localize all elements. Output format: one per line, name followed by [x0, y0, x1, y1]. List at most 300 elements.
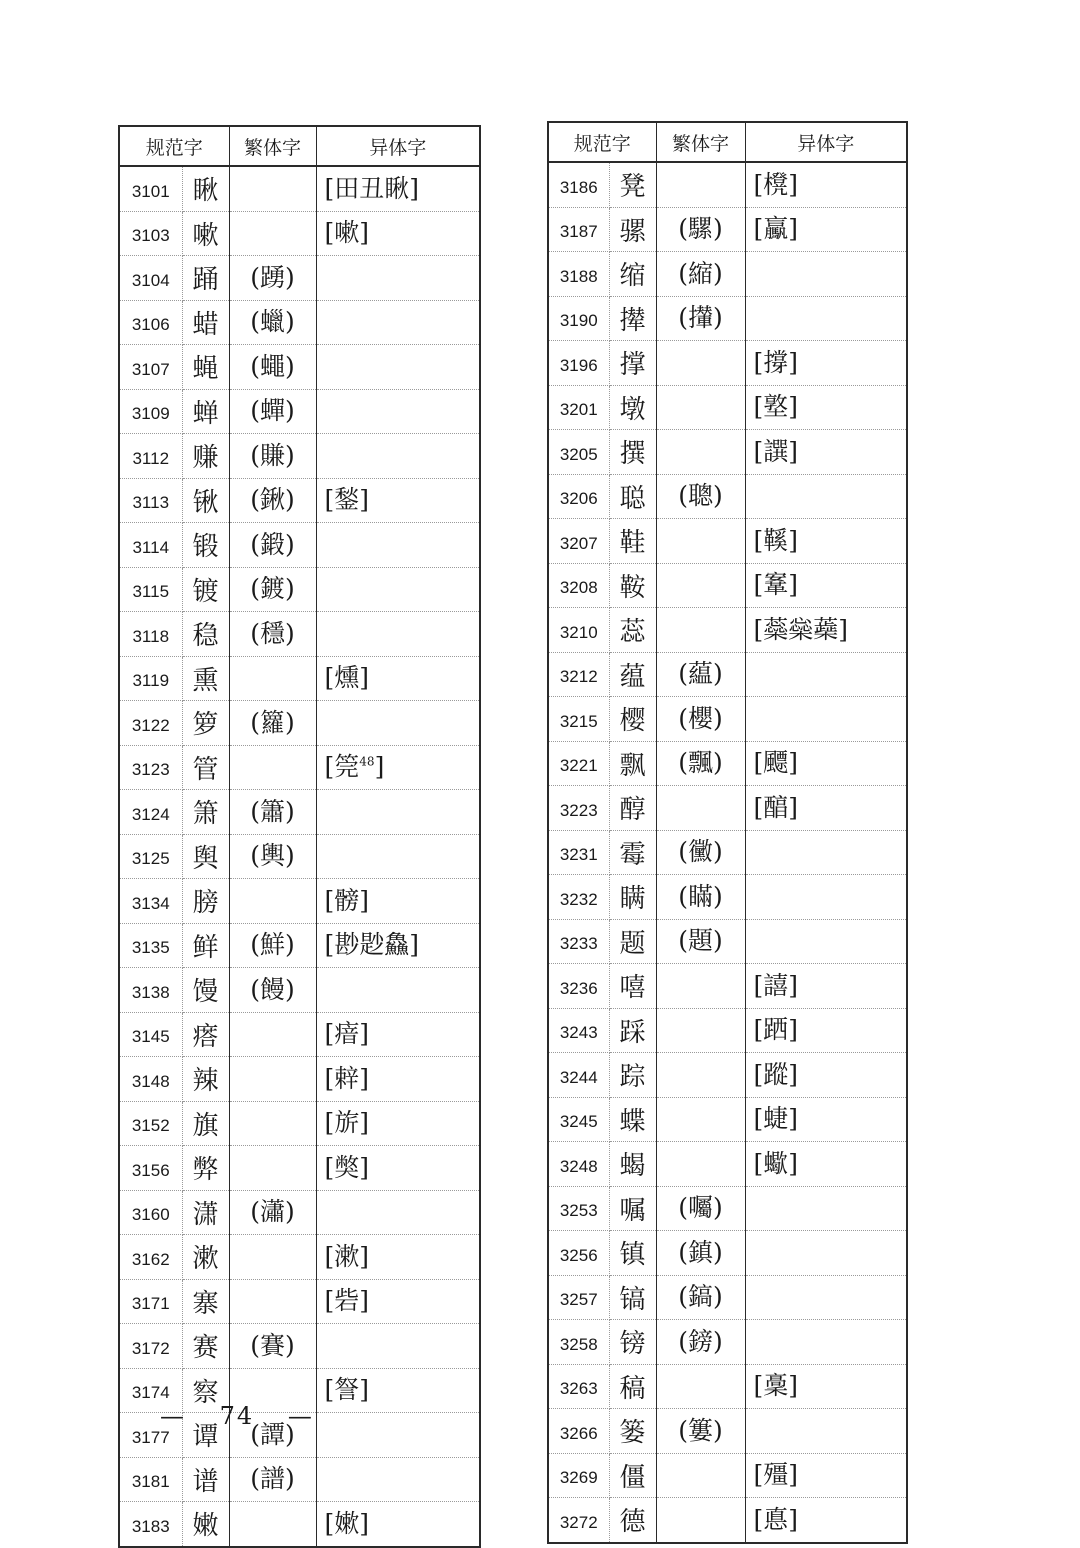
traditional-character: (櫻): [656, 697, 745, 742]
entry-number: 3138: [119, 968, 182, 1013]
table-row: [119, 256, 480, 301]
variant-characters: [745, 1231, 907, 1276]
table-row: [119, 300, 480, 345]
standard-character: 馒: [182, 968, 229, 1013]
standard-character: 缩: [609, 252, 656, 297]
traditional-character: (黴): [656, 830, 745, 875]
entry-number: 3215: [548, 697, 609, 742]
standard-character: 鞍: [609, 563, 656, 608]
standard-character: 凳: [609, 162, 656, 207]
traditional-character: [229, 211, 316, 256]
character-table-right: [547, 121, 908, 1544]
traditional-character: (瞞): [656, 875, 745, 920]
standard-character: 飘: [609, 741, 656, 786]
variant-characters: [745, 652, 907, 697]
variant-characters: [蜨]: [745, 1097, 907, 1142]
standard-character: 舆: [182, 834, 229, 879]
variant-characters: [漱]: [316, 1235, 480, 1280]
table-row: [548, 1275, 907, 1320]
table-row: [119, 1279, 480, 1324]
table-row: [119, 612, 480, 657]
table-row: [119, 389, 480, 434]
table-row: [119, 745, 480, 790]
table-row: [548, 519, 907, 564]
standard-character: 蝶: [609, 1097, 656, 1142]
traditional-character: [656, 341, 745, 386]
variant-characters: [745, 875, 907, 920]
traditional-character: [656, 1453, 745, 1498]
table-row: [119, 834, 480, 879]
traditional-character: (題): [656, 919, 745, 964]
table-row: [548, 652, 907, 697]
variant-characters: [蘂橤蘃]: [745, 608, 907, 653]
table-row: [119, 166, 480, 211]
standard-character: 管: [182, 745, 229, 790]
traditional-character: (賽): [229, 1324, 316, 1369]
entry-number: 3115: [119, 567, 182, 612]
entry-number: 3243: [548, 1008, 609, 1053]
variant-characters: [譆]: [745, 964, 907, 1009]
entry-number: 3236: [548, 964, 609, 1009]
variant-characters: [悳]: [753, 1504, 799, 1534]
traditional-character: (飄): [656, 741, 745, 786]
table-row: [119, 701, 480, 746]
variant-characters: [瘖]: [316, 1012, 480, 1057]
traditional-character: [656, 563, 745, 608]
standard-character: 鞋: [609, 519, 656, 564]
standard-character: 熏: [182, 656, 229, 701]
entry-number: 3123: [119, 745, 182, 790]
table-row: [548, 1498, 907, 1543]
traditional-character: (鍍): [229, 567, 316, 612]
variant-characters: [嫰]: [324, 1508, 370, 1538]
variant-characters: [跴]: [745, 1008, 907, 1053]
table-row: [119, 968, 480, 1013]
entry-number: 3196: [548, 341, 609, 386]
entry-number: 3162: [119, 1235, 182, 1280]
standard-character: 嘱: [609, 1186, 656, 1231]
table-row: [119, 879, 480, 924]
traditional-character: (饅): [229, 968, 316, 1013]
entry-number: 3232: [548, 875, 609, 920]
table-row: [119, 211, 480, 256]
traditional-character: (鍛): [229, 523, 316, 568]
entry-number: 3119: [119, 656, 182, 701]
traditional-character: [656, 430, 745, 475]
table-row: [548, 1008, 907, 1053]
table-row: [119, 1502, 480, 1547]
table-row: [548, 964, 907, 1009]
standard-character: 镀: [182, 567, 229, 612]
variant-characters: [745, 1409, 907, 1454]
variant-characters: [316, 1457, 480, 1502]
standard-character: 题: [609, 919, 656, 964]
table-row: [548, 1453, 907, 1498]
variant-characters: [詧]: [316, 1368, 480, 1413]
variant-characters: [745, 252, 907, 297]
standard-character: 箫: [182, 790, 229, 835]
variant-characters: [745, 697, 907, 742]
variant-characters: [譔]: [745, 430, 907, 475]
variant-characters: [蠍]: [745, 1142, 907, 1187]
entry-number: 3125: [119, 834, 182, 879]
standard-character: 蕊: [609, 608, 656, 653]
entry-number: 3223: [548, 786, 609, 831]
table-row: [119, 656, 480, 701]
standard-character: 嗽: [182, 211, 229, 256]
traditional-character: (囑): [656, 1186, 745, 1231]
standard-character: 嫩: [182, 1502, 229, 1547]
standard-character: 弊: [182, 1146, 229, 1191]
traditional-character: (籮): [229, 701, 316, 746]
traditional-character: [656, 964, 745, 1009]
standard-character: 镑: [609, 1320, 656, 1365]
entry-number: 3181: [119, 1457, 182, 1502]
traditional-character: (蠟): [229, 300, 316, 345]
traditional-character: (鎮): [656, 1231, 745, 1276]
entry-number: 3245: [548, 1097, 609, 1142]
table-body-right: [548, 162, 907, 1543]
standard-character: 骡: [609, 207, 656, 252]
variant-characters: [745, 1320, 907, 1365]
table-row: [119, 1324, 480, 1369]
entry-number: 3244: [548, 1053, 609, 1098]
page-number: 74: [219, 1402, 255, 1430]
standard-character: 镐: [609, 1275, 656, 1320]
standard-character: 旗: [182, 1101, 229, 1146]
entry-number: 3106: [119, 300, 182, 345]
table-row: [548, 1320, 907, 1365]
entry-number: 3177: [119, 1413, 182, 1458]
standard-character: 赛: [182, 1324, 229, 1369]
table-row: [548, 741, 907, 786]
table-row: [548, 207, 907, 252]
variant-characters: [驘]: [745, 207, 907, 252]
variant-characters: [316, 612, 480, 657]
traditional-character: (輿): [229, 834, 316, 879]
variant-characters: [嗽]: [316, 211, 480, 256]
table-row: [548, 252, 907, 297]
table-row: [548, 875, 907, 920]
standard-character: 蕴: [609, 652, 656, 697]
standard-character: 德: [609, 1498, 656, 1543]
table-row: [119, 1146, 480, 1191]
traditional-character: [229, 1279, 316, 1324]
footer-dash-right: —: [287, 1402, 314, 1430]
variant-characters: [316, 1190, 480, 1235]
variant-characters: [745, 1186, 907, 1231]
variant-characters: [殭]: [745, 1453, 907, 1498]
variant-characters: [316, 434, 480, 479]
entry-number: 3152: [119, 1101, 182, 1146]
standard-character: 蝇: [182, 345, 229, 390]
variant-characters: [稾]: [745, 1364, 907, 1409]
entry-number: 3253: [548, 1186, 609, 1231]
traditional-character: (攆): [656, 296, 745, 341]
standard-character: 醇: [609, 786, 656, 831]
entry-number: 3160: [119, 1190, 182, 1235]
standard-character: 撑: [609, 341, 656, 386]
traditional-character: (縮): [656, 252, 745, 297]
table-row: [548, 162, 907, 207]
table-row: [548, 786, 907, 831]
table-row: [548, 563, 907, 608]
entry-number: 3148: [119, 1057, 182, 1102]
entry-number: 3210: [548, 608, 609, 653]
traditional-character: [229, 1502, 316, 1547]
traditional-character: [656, 162, 745, 207]
table-row: [548, 385, 907, 430]
variant-characters: [316, 300, 480, 345]
header-traditional: 繁体字: [229, 126, 316, 166]
traditional-character: [656, 1008, 745, 1053]
footnote-marker: 48: [359, 754, 375, 769]
standard-character: 嘻: [609, 964, 656, 1009]
table-row: [119, 1457, 480, 1502]
entry-number: 3258: [548, 1320, 609, 1365]
traditional-character: (騾): [656, 207, 745, 252]
traditional-character: [656, 519, 745, 564]
standard-character: 霉: [609, 830, 656, 875]
table-body-left: [119, 166, 480, 1547]
entry-number: 3221: [548, 741, 609, 786]
standard-character: 樱: [609, 697, 656, 742]
table-row: [119, 1101, 480, 1146]
entry-number: 3112: [119, 434, 182, 479]
traditional-character: [656, 1498, 745, 1543]
table-row: [119, 434, 480, 479]
standard-character: 瞅: [182, 166, 229, 211]
standard-character: 聪: [609, 474, 656, 519]
traditional-character: [229, 656, 316, 701]
standard-character: 锻: [182, 523, 229, 568]
header-traditional: 繁体字: [656, 122, 745, 162]
standard-character: 踩: [609, 1008, 656, 1053]
entry-number: 3107: [119, 345, 182, 390]
variant-characters: [撐]: [745, 341, 907, 386]
standard-character: 谭: [182, 1413, 229, 1458]
variant-characters: [醕]: [745, 786, 907, 831]
entry-number: 3172: [119, 1324, 182, 1369]
entry-number: 3233: [548, 919, 609, 964]
variant-characters: [飃]: [745, 741, 907, 786]
entry-number: 3212: [548, 652, 609, 697]
variant-characters: [蹤]: [745, 1053, 907, 1098]
table-row: [548, 1142, 907, 1187]
standard-character: 寨: [182, 1279, 229, 1324]
standard-character: 稿: [609, 1364, 656, 1409]
traditional-character: [229, 1235, 316, 1280]
table-row: [548, 1053, 907, 1098]
traditional-character: (蠅): [229, 345, 316, 390]
table-row: [548, 1186, 907, 1231]
variant-characters: [745, 1275, 907, 1320]
entry-number: 3231: [548, 830, 609, 875]
traditional-character: (瀟): [229, 1190, 316, 1235]
traditional-character: [656, 786, 745, 831]
variant-characters: [獘]: [316, 1146, 480, 1191]
entry-number: 3104: [119, 256, 182, 301]
variant-characters: [316, 523, 480, 568]
table-row: [119, 345, 480, 390]
variant-characters: [鍫]: [316, 478, 480, 523]
table-row: [548, 1409, 907, 1454]
entry-number: 3113: [119, 478, 182, 523]
entry-number: 3183: [119, 1502, 182, 1547]
standard-character: 僵: [609, 1453, 656, 1498]
table-row: [548, 697, 907, 742]
standard-character: 瞒: [609, 875, 656, 920]
table-row: [548, 1231, 907, 1276]
entry-number: 3124: [119, 790, 182, 835]
entry-number: 3114: [119, 523, 182, 568]
standard-character: 赚: [182, 434, 229, 479]
standard-character: 蝉: [182, 389, 229, 434]
standard-character: 箩: [182, 701, 229, 746]
table-row: [548, 474, 907, 519]
entry-number: 3145: [119, 1012, 182, 1057]
traditional-character: (鎊): [656, 1320, 745, 1365]
standard-character: 撰: [609, 430, 656, 475]
entry-number: 3263: [548, 1364, 609, 1409]
variant-characters: [316, 834, 480, 879]
traditional-character: (鮮): [229, 923, 316, 968]
table-row: [548, 341, 907, 386]
traditional-character: (譜): [229, 1457, 316, 1502]
table-row: [119, 1190, 480, 1235]
table-row: [548, 830, 907, 875]
traditional-character: [229, 1101, 316, 1146]
traditional-character: [229, 745, 316, 790]
standard-character: 膀: [182, 879, 229, 924]
entry-number: 3171: [119, 1279, 182, 1324]
character-table-left: [118, 125, 481, 1548]
table-row: [548, 296, 907, 341]
standard-character: 稳: [182, 612, 229, 657]
traditional-character: [229, 1057, 316, 1102]
traditional-character: (蟬): [229, 389, 316, 434]
footer-dash-left: —: [160, 1402, 186, 1430]
variant-characters: [316, 567, 480, 612]
table-row: [548, 430, 907, 475]
traditional-character: [656, 1364, 745, 1409]
table-row: [119, 1057, 480, 1102]
traditional-character: (穩): [229, 612, 316, 657]
header-standard: 规范字: [548, 122, 656, 162]
entry-number: 3118: [119, 612, 182, 657]
variant-characters: [砦]: [316, 1279, 480, 1324]
standard-character: 墩: [609, 385, 656, 430]
traditional-character: (簫): [229, 790, 316, 835]
entry-number: 3103: [119, 211, 182, 256]
variant-characters: [745, 296, 907, 341]
header-variant: 异体字: [745, 122, 907, 162]
traditional-character: [656, 1097, 745, 1142]
entry-number: 3109: [119, 389, 182, 434]
variant-characters: [田丑瞅]: [316, 166, 480, 211]
entry-number: 3156: [119, 1146, 182, 1191]
entry-number: 3187: [548, 207, 609, 252]
traditional-character: [229, 1146, 316, 1191]
entry-number: 3206: [548, 474, 609, 519]
traditional-character: [656, 1053, 745, 1098]
entry-number: 3205: [548, 430, 609, 475]
table-row: [119, 478, 480, 523]
traditional-character: [656, 1142, 745, 1187]
variant-characters: [辢]: [316, 1057, 480, 1102]
traditional-character: (聰): [656, 474, 745, 519]
table-row: [548, 1364, 907, 1409]
entry-number: 3207: [548, 519, 609, 564]
variant-characters: [316, 345, 480, 390]
standard-character: 瘩: [182, 1012, 229, 1057]
table-row: [119, 923, 480, 968]
standard-character: 镇: [609, 1231, 656, 1276]
standard-character: 锹: [182, 478, 229, 523]
entry-number: 3208: [548, 563, 609, 608]
standard-character: 鲜: [182, 923, 229, 968]
standard-character: 踪: [609, 1053, 656, 1098]
table-row: [119, 567, 480, 612]
entry-number: 3101: [119, 166, 182, 211]
table-row: [119, 1235, 480, 1280]
traditional-character: (鎬): [656, 1275, 745, 1320]
standard-character: 踊: [182, 256, 229, 301]
variant-characters: [旂]: [316, 1101, 480, 1146]
variant-characters: [316, 701, 480, 746]
table-row: [548, 1097, 907, 1142]
variant-characters: [316, 389, 480, 434]
header-standard: 规范字: [119, 126, 229, 166]
traditional-character: (賺): [229, 434, 316, 479]
entry-number: 3248: [548, 1142, 609, 1187]
table-row: [548, 608, 907, 653]
standard-character: 潇: [182, 1190, 229, 1235]
entry-number: 3272: [548, 1498, 609, 1543]
table-row: [119, 1012, 480, 1057]
traditional-character: (鍬): [229, 478, 316, 523]
standard-character: 篓: [609, 1409, 656, 1454]
traditional-character: [656, 385, 745, 430]
traditional-character: [229, 166, 316, 211]
table-row: [548, 919, 907, 964]
traditional-character: (譚): [229, 1413, 316, 1458]
traditional-character: [229, 1012, 316, 1057]
variant-characters: [櫈]: [745, 162, 907, 207]
entry-number: 3190: [548, 296, 609, 341]
variant-characters: [尠尟鱻]: [316, 923, 480, 968]
entry-number: 3135: [119, 923, 182, 968]
traditional-character: [656, 608, 745, 653]
standard-character: 蜡: [182, 300, 229, 345]
traditional-character: (藴): [656, 652, 745, 697]
entry-number: 3256: [548, 1231, 609, 1276]
variant-characters: [髈]: [316, 879, 480, 924]
variant-characters: [墪]: [745, 385, 907, 430]
variant-characters: [316, 256, 480, 301]
variant-characters: [316, 968, 480, 1013]
header-variant: 异体字: [316, 126, 480, 166]
variant-characters: [745, 830, 907, 875]
traditional-character: [229, 879, 316, 924]
standard-character: 辣: [182, 1057, 229, 1102]
entry-number: 3269: [548, 1453, 609, 1498]
table-row: [119, 790, 480, 835]
standard-character: 察: [182, 1368, 229, 1413]
variant-characters: [745, 474, 907, 519]
entry-number: 3266: [548, 1409, 609, 1454]
standard-character: 撵: [609, 296, 656, 341]
